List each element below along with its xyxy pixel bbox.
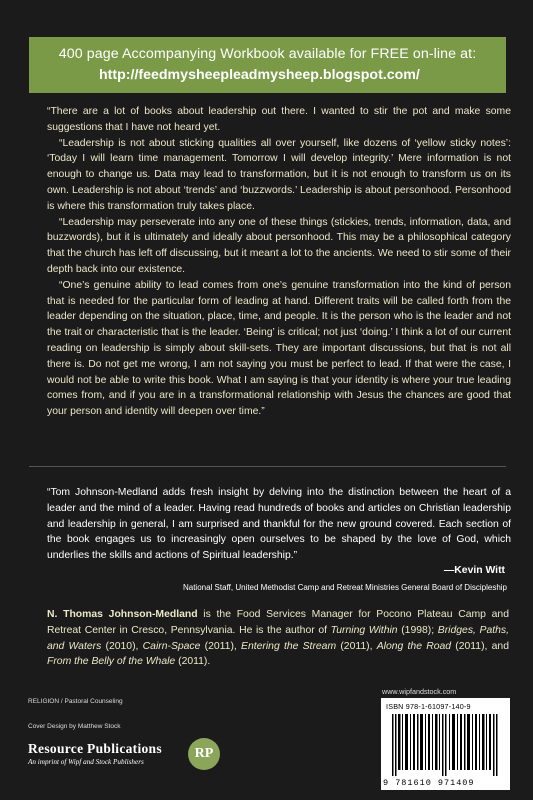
publisher-subtitle: An imprint of Wipf and Stock Publishers [28,758,144,766]
isbn-label: ISBN 978-1-61097-140-9 [386,702,471,711]
bio-segment: (2011), and [451,640,509,652]
bio-book-title: Turning Within [330,624,398,636]
category-label: RELIGION / Pastoral Counseling [28,698,123,705]
bio-segment: (1998); [397,624,438,636]
publisher-imprint [28,741,162,766]
bio-book-title: From the Belly of the Whale [47,656,176,668]
endorsement-text: “Tom Johnson-Medland adds fresh insight by delving into the distinction between the heart of a leader and the mind of a leader. Having read hundreds of books and articles on Christian leadership and leadership in general, I am surprised and thankful for the new ground covered. Each section of the book engages us to increasingly open ourselves to be shaped by the love of God, which underlies the skills and actions of Spiritual leadership.” [47,487,511,562]
endorser-name: —Kevin Witt [443,565,505,576]
rp-logo-icon: RP [188,738,220,770]
publisher-url[interactable]: www.wipfandstock.com [382,687,457,696]
bio-segment: (2010), [101,640,143,652]
endorsement [47,485,511,564]
endorser-role: National Staff, United Methodist Camp and Retreat Ministries General Board of Discipleship [182,583,507,592]
workbook-banner [29,37,506,93]
bio-book-title: Bridges, Paths, and Waters [47,624,510,652]
barcode-icon [392,714,504,776]
quote-paragraph-2: “Leadership is not about sticking qualities all over yourself, like dozens of ‘yellow sticky notes’: ‘Today I will learn time management. Tomorrow I will develop integrity.’ Mere information is not enough to change us. Data may lead to transformation, but it is not enough to transform us on its own. Leadership is not about ‘trends’ and ‘buzzwords.’ Leadership is about personhood. Personhood is where this transformation truly takes place. [47,137,511,212]
quote-paragraph-1: “There are a lot of books about leadership out there. I wanted to stir the pot and make some suggestions that I have not heard yet. [47,106,511,133]
bio-author-name: N. Thomas Johnson-Medland [47,609,198,620]
banner-line-1: 400 page Accompanying Workbook available for FREE on-line at: [58,46,477,62]
barcode-digits: 9 781610 971409 [383,778,475,788]
quote-paragraph-4: “One’s genuine ability to lead comes from one’s genuine transformation into the kind of person that is needed for the particular form of leading at hand. Different traits will be called forth from the leader depending on the situation, place, time, and people. It is the person who is the leader and not the trait or characteristic that is the leader. ‘Being’ is critical; not just ‘doing.’ I think a lot of our current reading on leadership is simply about skill-sets. They are important discussions, but that is not all there is. Do not get me wrong, I am not saying you must be perfect to lead. If that were the case, I would not be able to write this book. What I am saying is that your identity is where your true leading comes from, and if you are in a transformational relationship with Jesus the chances are good that your person and identity will deepen over time.” [47,279,511,418]
cover-design-credit: Cover Design by Matthew Stock [28,723,121,730]
bio-segment: (2011). [175,656,211,668]
bio-segment: (2011), [200,640,242,652]
section-divider [29,466,506,467]
author-quote [47,104,511,420]
bio-book-title: Cairn-Space [142,640,201,652]
bio-book-title: Along the Road [376,640,452,652]
bio-segment: is the Food Services Manager for Pocono Plateau Camp and Retreat Center in Cresco, Pennsylvania. He is the author of [47,609,509,636]
publisher-name: Resource Publications [28,741,162,756]
bio-book-title: Entering the Stream [241,640,337,652]
quote-paragraph-3: “Leadership may perseverate into any one of these things (stickies, trends, information, data, and buzzwords), but it is ultimately and ideally about personhood. This may be a philosophical category that the church has left off discussing, but it meant a lot to the ancients. We need to stir some of their depth back into our existence. [47,216,511,275]
bio-text [47,607,509,670]
banner-url[interactable]: http://feedmysheepleadmysheep.blogspot.com/ [99,67,420,83]
author-bio [47,607,509,670]
bio-segment: (2011), [336,640,377,652]
